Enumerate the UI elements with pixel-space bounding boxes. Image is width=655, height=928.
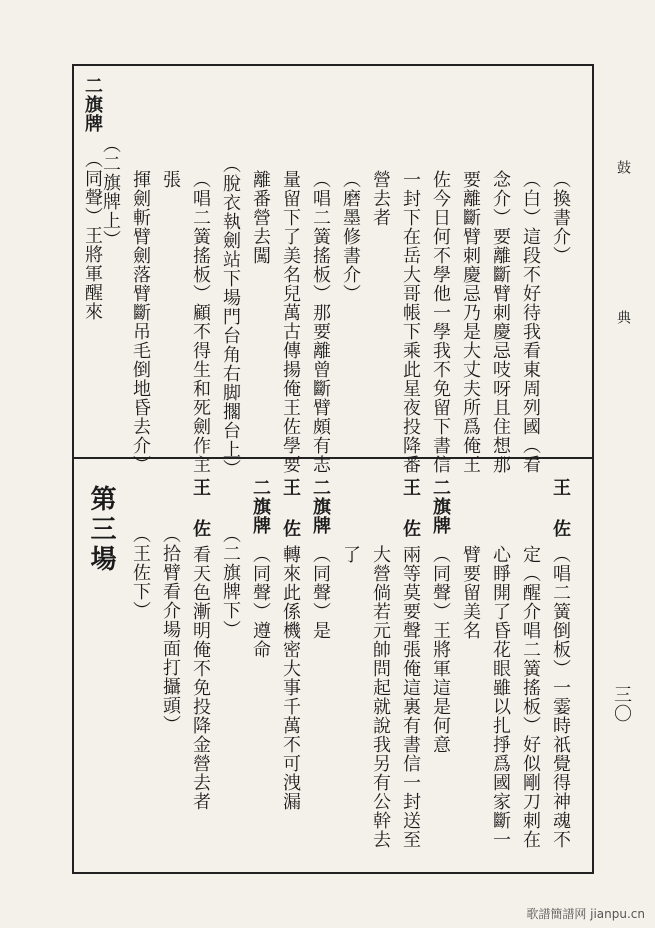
upper-line-15: 揮劍斬臂劍落臂斷吊毛倒地昏去介） xyxy=(130,170,151,474)
upper-line-16: （二旗牌上） xyxy=(100,135,121,249)
upper-line-6: 一封下在岳大哥帳下乘此星夜投降番 xyxy=(400,170,421,474)
speaker-label: 二旗牌 xyxy=(250,478,271,535)
upper-line-17: （同聲）王將軍醒來 xyxy=(82,150,103,321)
speaker-label: 二旗牌 xyxy=(430,478,451,535)
scene-title: 第三場 xyxy=(86,485,116,575)
upper-line-12: （脫衣執劍站下場門台角右脚擱台上） xyxy=(220,155,241,478)
upper-line-2: （白）這段不好待我看東周列國（看 xyxy=(520,170,541,474)
lower-line-9: （同聲）是 xyxy=(310,545,331,640)
upper-line-10: 量留下了美名兒萬古傳揚俺王佐學要 xyxy=(280,170,301,474)
speaker-label: 王 佐 xyxy=(550,478,571,538)
lower-line-6: 兩等莫要聲張俺這裏有書信一封送至 xyxy=(400,545,421,849)
lower-line-2: 定（醒介唱二簧搖板）好似剛刀刺在 xyxy=(520,545,541,849)
upper-line-11: 離番營去闖 xyxy=(250,170,271,265)
upper-line-13: （唱二簧搖板）顧不得生和死劍作主 xyxy=(190,170,211,474)
speaker-label: 王 佐 xyxy=(400,478,421,538)
speaker-label: 王 佐 xyxy=(190,478,211,538)
lower-line-4: 臂要留美名 xyxy=(460,545,481,640)
lower-line-7: 大營倘若元帥問起就說我另有公幹去 xyxy=(370,545,391,849)
speaker-label: 二旗牌 xyxy=(310,478,331,535)
watermark: 歌譜簡譜网 jianpu.cn xyxy=(526,907,645,921)
upper-line-8: （磨墨修書介） xyxy=(340,170,361,303)
lower-line-5: （同聲）王將軍這是何意 xyxy=(430,545,451,754)
lower-line-1: （唱二簧倒板）一霎時祇覺得神魂不 xyxy=(550,545,571,849)
upper-line-9: （唱二簧搖板）那要離曾斷臂頗有志 xyxy=(310,170,331,474)
upper-line-3: 念介）要離斷臂刺慶忌吱呀且住想那 xyxy=(490,170,511,474)
lower-line-13: 看天色漸明俺不免投降金營去者 xyxy=(190,545,211,811)
lower-line-14: （拾臂看介場面打攝頭） xyxy=(160,525,181,734)
upper-line-1: （換書介） xyxy=(550,170,571,265)
lower-line-3: 心睜開了昏花眼雖以扎掙爲國家斷一 xyxy=(490,545,511,849)
upper-line-7: 營去者 xyxy=(370,170,391,227)
upper-line-14: 張 xyxy=(160,170,181,189)
lower-line-15: （王佐下） xyxy=(130,525,151,620)
speaker-label: 二旗牌 xyxy=(82,76,103,133)
lower-line-8: 了 xyxy=(340,545,361,564)
speaker-label: 王 佐 xyxy=(280,478,301,538)
running-head: 鼓 典 xyxy=(615,160,631,384)
lower-line-12: （二旗牌下） xyxy=(220,525,241,639)
upper-line-4: 要離斷臂刺慶忌乃是大丈夫所爲俺王 xyxy=(460,170,481,474)
upper-line-5: 佐今日何不學他一學我不免留下書信 xyxy=(430,170,451,474)
lower-line-10: 轉來此係機密大事千萬不可洩漏 xyxy=(280,545,301,811)
lower-line-11: （同聲）遵命 xyxy=(250,545,271,659)
page-number: 三〇 xyxy=(611,685,632,723)
